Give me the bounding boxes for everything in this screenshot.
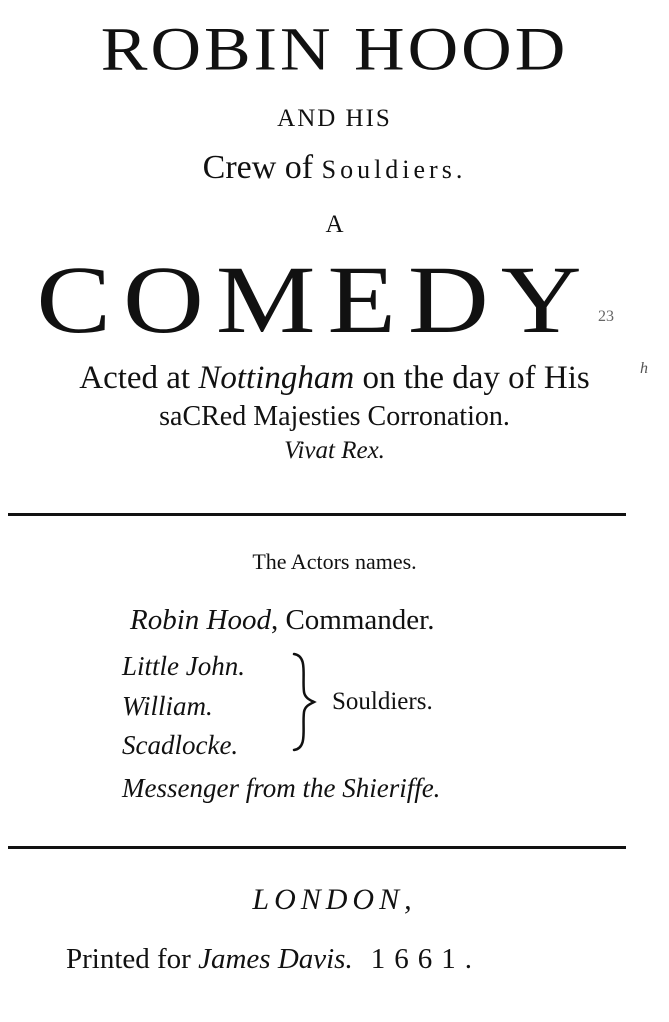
play-title: ROBIN HOOD bbox=[100, 15, 569, 84]
crew-lead: Crew of bbox=[202, 149, 322, 186]
imprint-printer: James Davis. bbox=[198, 943, 353, 975]
acted-lead: Acted at bbox=[79, 360, 199, 396]
cast-messenger: Messenger from the Shieriffe. bbox=[122, 773, 441, 803]
acted-line bbox=[0, 358, 669, 398]
cast-soldiers-role: Souldiers. bbox=[332, 688, 433, 715]
imprint-printed-for: Printed for bbox=[66, 943, 199, 975]
cast-lead bbox=[130, 603, 434, 637]
actors-heading: The Actors names. bbox=[252, 549, 417, 574]
coronation-line: saCRed Majesties Corronation. bbox=[159, 401, 510, 432]
crew-word: Souldiers. bbox=[321, 155, 467, 184]
imprint-line bbox=[66, 942, 481, 976]
margin-mark-number: 23 bbox=[598, 308, 614, 325]
subtitle-crew bbox=[0, 148, 669, 190]
subtitle-and-his: AND HIS bbox=[277, 105, 392, 132]
imprint-year: 1661. bbox=[370, 943, 481, 975]
cast-lead-role: , Commander. bbox=[270, 604, 435, 636]
imprint-city: LONDON, bbox=[252, 883, 417, 916]
acted-place: Nottingham bbox=[198, 360, 355, 396]
cast-soldier-2: William. bbox=[122, 691, 213, 721]
motto-vivat-rex: Vivat Rex. bbox=[284, 437, 385, 464]
horizontal-rule-top bbox=[8, 513, 626, 516]
margin-mark-letter: h bbox=[640, 360, 648, 377]
cast-lead-name: Robin Hood bbox=[130, 604, 271, 636]
cast-soldier-1: Little John. bbox=[122, 651, 245, 681]
horizontal-rule-bottom bbox=[8, 846, 626, 849]
article-a: A bbox=[325, 211, 344, 238]
curly-brace-icon bbox=[290, 652, 318, 752]
acted-tail: on the day of His bbox=[354, 360, 590, 396]
cast-soldier-3: Scadlocke. bbox=[122, 730, 239, 760]
genre-heading: COMEDY bbox=[36, 246, 594, 354]
